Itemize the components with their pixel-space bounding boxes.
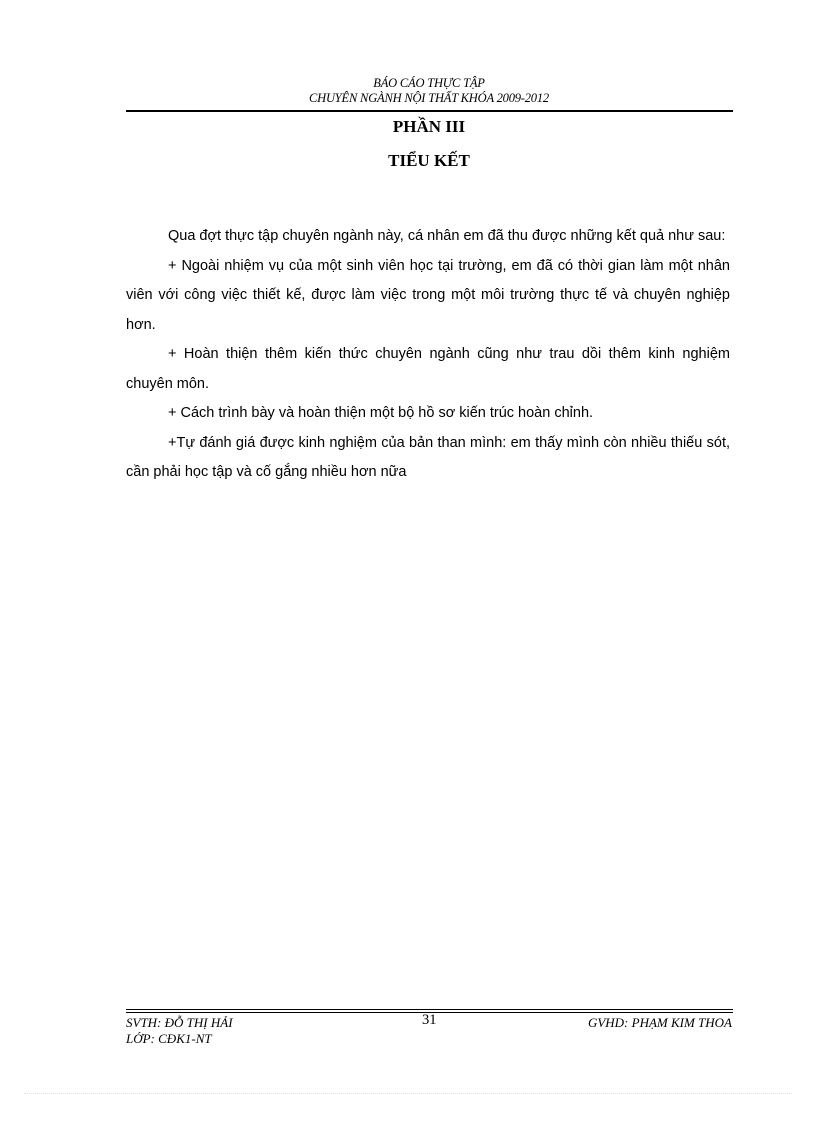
paragraph-item: + Cách trình bày và hoàn thiện một bộ hồ sơ kiến trúc hoàn chỉnh.	[168, 405, 594, 421]
footer-student-info	[126, 1015, 233, 1047]
page-number: 31	[422, 1012, 437, 1028]
part-title: PHẦN III	[392, 117, 466, 136]
footer-divider	[126, 1009, 733, 1010]
footer-student-name: SVTH: ĐỖ THỊ HẢI	[126, 1015, 233, 1030]
body-text	[126, 222, 730, 488]
page-header	[126, 76, 732, 106]
paragraph-item: + Ngoài nhiệm vụ của một sinh viên học tại trường, em đã có thời gian làm một nhân viên với công việc thiết kế, được làm việc trong một môi trường thực tế và chuyên nghiệp hơn.	[126, 257, 730, 333]
page-edge-divider	[24, 1093, 792, 1094]
header-divider	[126, 110, 733, 112]
section-title: TIỂU KẾT	[388, 151, 470, 170]
footer-class: LỚP: CĐK1-NT	[126, 1031, 212, 1046]
paragraph-item: + Hoàn thiện thêm kiến thức chuyên ngành cũng như trau dồi thêm kinh nghiệm chuyên môn.	[126, 346, 730, 392]
paragraph-intro: Qua đợt thực tập chuyên ngành này, cá nhân em đã thu được những kết quả như sau:	[168, 228, 726, 244]
header-program-title: CHUYÊN NGÀNH NỘI THẤT KHÓA 2009-2012	[309, 91, 549, 105]
header-report-title: BÁO CÁO THỰC TẬP	[373, 76, 485, 90]
footer-instructor: GVHD: PHẠM KIM THOA	[587, 1015, 732, 1030]
paragraph-item: +Tự đánh giá được kinh nghiệm của bản than mình: em thấy mình còn nhiều thiếu sót, cần phải học tập và cố gắng nhiều hơn nữa	[126, 434, 730, 480]
